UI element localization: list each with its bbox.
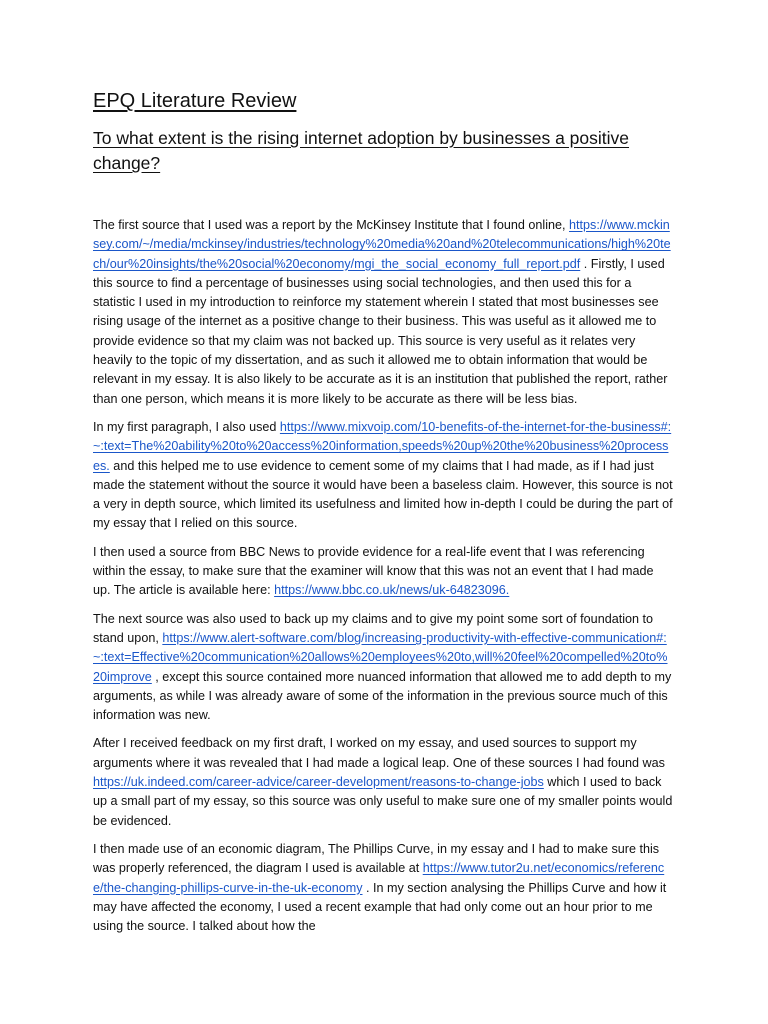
paragraph-text: The next source was also used to back up my claims and to give my point some sort of foundation to stand upon, (93, 611, 654, 645)
paragraph-text: and this helped me to use evidence to cement some of my claims that I had made, as if I had just made the statement without the source it would have been a baseless claim. However, this source is not a very in depth source, which limited its usefulness and limited how in-depth I could be during the part of my essay that I relied on this source. (93, 458, 673, 531)
paragraph-text: . Firstly, I used this source to find a percentage of businesses using social technologies, and then used this for a statistic I used in my introduction to reinforce my statement wherein I stated that most businesses see rising usage of the internet as a positive change to their business. This was useful as it allowed me to provide evidence so that my claim was not backed up. This source is very useful as it relates very heavily to the topic of my dissertation, and as such it allowed me to obtain information that would be relevant in my essay. It is also likely to be accurate as it is an institution that published the report, rather than one person, which means it is more likely to be accurate as there will be less bias. (93, 256, 668, 406)
paragraph-bbc (93, 543, 673, 601)
paragraph-phillips-curve (93, 840, 673, 936)
page-title: EPQ Literature Review (93, 90, 297, 112)
indeed-link[interactable]: https://uk.indeed.com/career-advice/career-development/reasons-to-change-jobs (93, 775, 544, 790)
alert-software-link[interactable]: https://www.alert-software.com/blog/increasing-productivity-with-effective-communication#:~:text=Effective%20communication%20allows%20employees%20to,will%20feel%20compelled%20to%20improve (93, 630, 668, 684)
paragraph-mckinsey (93, 216, 673, 409)
tutor2u-link[interactable]: https://www.tutor2u.net/economics/reference/the-changing-phillips-curve-in-the-uk-economy (93, 861, 665, 895)
mixvoip-link[interactable]: https://www.mixvoip.com/10-benefits-of-the-internet-for-the-business#:~:text=The%20ability%20to%20access%20information,speeds%20up%20the%20business%20processes. (93, 419, 672, 473)
mckinsey-report-link[interactable]: https://www.mckinsey.com/~/media/mckinsey/industries/technology%20media%20and%20telecommunications/high%20tech/our%20insights/the%20social%20economy/mgi_the_social_economy_full_report.pdf (93, 218, 671, 271)
document-page (93, 88, 673, 945)
page-subtitle: To what extent is the rising internet adoption by businesses a positive change? (93, 128, 630, 173)
paragraph-text: I then used a source from BBC News to provide evidence for a real-life event that I was referencing within the essay, to make sure that the examiner will know that this was not an event that I had made up. The article is available here: (93, 544, 654, 598)
paragraph-indeed (93, 734, 673, 830)
paragraph-text: The first source that I used was a report by the McKinsey Institute that I found online, (93, 218, 570, 232)
bbc-news-link[interactable]: https://www.bbc.co.uk/news/uk-64823096. (274, 583, 510, 598)
paragraph-mixvoip (93, 418, 673, 534)
paragraph-text: , except this source contained more nuanced information that allowed me to add depth to my arguments, as while I was already aware of some of the information in the previous source much of this information was new. (93, 669, 672, 723)
paragraph-text: I then made use of an economic diagram, The Phillips Curve, in my essay and I had to make sure this was properly referenced, the diagram I used is available at (93, 841, 660, 876)
paragraph-text: After I received feedback on my first draft, I worked on my essay, and used sources to support my arguments where it was revealed that I had made a logical leap. One of these sources I had found was (93, 736, 665, 770)
paragraph-text: . In my section analysing the Phillips Curve and how it may have affected the economy, I used a recent example that had only come out an hour prior to me using the source. I talked about how the (93, 880, 667, 934)
paragraph-alert-software (93, 610, 673, 726)
paragraph-text: In my first paragraph, I also used (93, 419, 280, 434)
paragraph-text: which I used to back up a small part of my essay, so this source was only useful to make sure one of my smaller points would be evidenced. (93, 775, 673, 828)
